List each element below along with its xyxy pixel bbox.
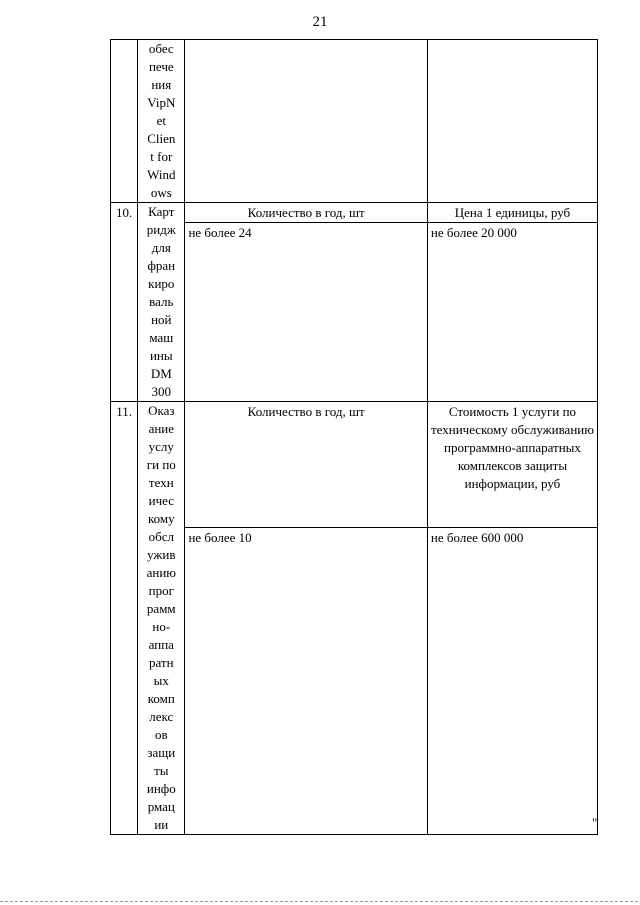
item-name [138,203,184,401]
item-name-line: комп [147,691,175,706]
price-cell [427,40,597,203]
item-name-cell [138,203,185,402]
item-name-line: аппа [148,637,174,652]
table-row [111,402,598,528]
item-name-line: ги по [146,457,176,472]
item-name-line: Оказ [148,403,175,418]
item-name-line: VipN [147,95,176,110]
item-name-line: маш [149,330,174,345]
item-name [138,402,184,834]
item-name-line: валь [149,294,174,309]
item-name-line: рамм [146,601,176,616]
item-name-line: t for [150,149,173,164]
item-name [138,40,184,202]
procurement-table [110,39,598,835]
item-name-line: анию [146,565,176,580]
row-number-cell: 11. [111,402,138,835]
item-name-line: DM [150,366,172,381]
item-name-line: ратн [149,655,174,670]
price-value: не более 600 000 [427,527,597,835]
item-name-line: ужив [147,547,176,562]
row-number-cell: 10. [111,203,138,402]
item-name-line: фран [147,258,176,273]
scan-edge-line [0,901,640,902]
item-name-line: Карт [148,204,175,219]
item-name-line: Wind [147,167,176,182]
item-name-line: для [151,240,171,255]
item-name-line: Clien [147,131,176,146]
quantity-header: Количество в год, шт [185,203,427,223]
item-name-line: ины [149,348,173,363]
item-name-line: киро [148,276,175,291]
item-name-line: ты [154,763,169,778]
item-name-line: инфо [146,781,176,796]
item-name-line: защи [147,745,176,760]
item-name-line: кому [147,511,175,526]
item-name-line: ичес [148,493,174,508]
item-name-line: пече [148,59,174,74]
item-name-line: ной [151,312,172,327]
item-name-line: ows [150,185,172,200]
price-header: Стоимость 1 услуги по техническому обслуживанию программно-аппаратных комплексов защиты информации, руб [427,402,597,528]
item-name-line: ридж [146,222,176,237]
item-name-line: обсл [148,529,174,544]
table-row [111,203,598,223]
quantity-header: Количество в год, шт [185,402,427,528]
item-name-line: прог [148,583,174,598]
page-number: 21 [312,14,328,30]
item-name-line: лекс [149,709,174,724]
item-name-line: ых [153,673,169,688]
item-name-line: рмац [147,799,175,814]
item-name-line: техн [148,475,174,490]
item-name-line: обес [148,41,174,56]
item-name-cell [138,40,185,203]
price-value: не более 20 000 [427,223,597,402]
price-header: Цена 1 единицы, руб [427,203,597,223]
closing-quote-mark: " [592,815,598,830]
row-number-cell [111,40,138,203]
item-name-line: ии [154,817,169,832]
quantity-value: не более 24 [185,223,427,402]
item-name-line: услу [148,439,174,454]
item-name-line: 300 [151,384,172,399]
item-name-line: ния [151,77,172,92]
item-name-line: но- [152,619,171,634]
table-row [111,40,598,203]
item-name-line: ание [148,421,175,436]
item-name-cell [138,402,185,835]
item-name-line: ов [154,727,168,742]
quantity-value: не более 10 [185,527,427,835]
item-name-line: et [156,113,166,128]
quantity-cell [185,40,427,203]
